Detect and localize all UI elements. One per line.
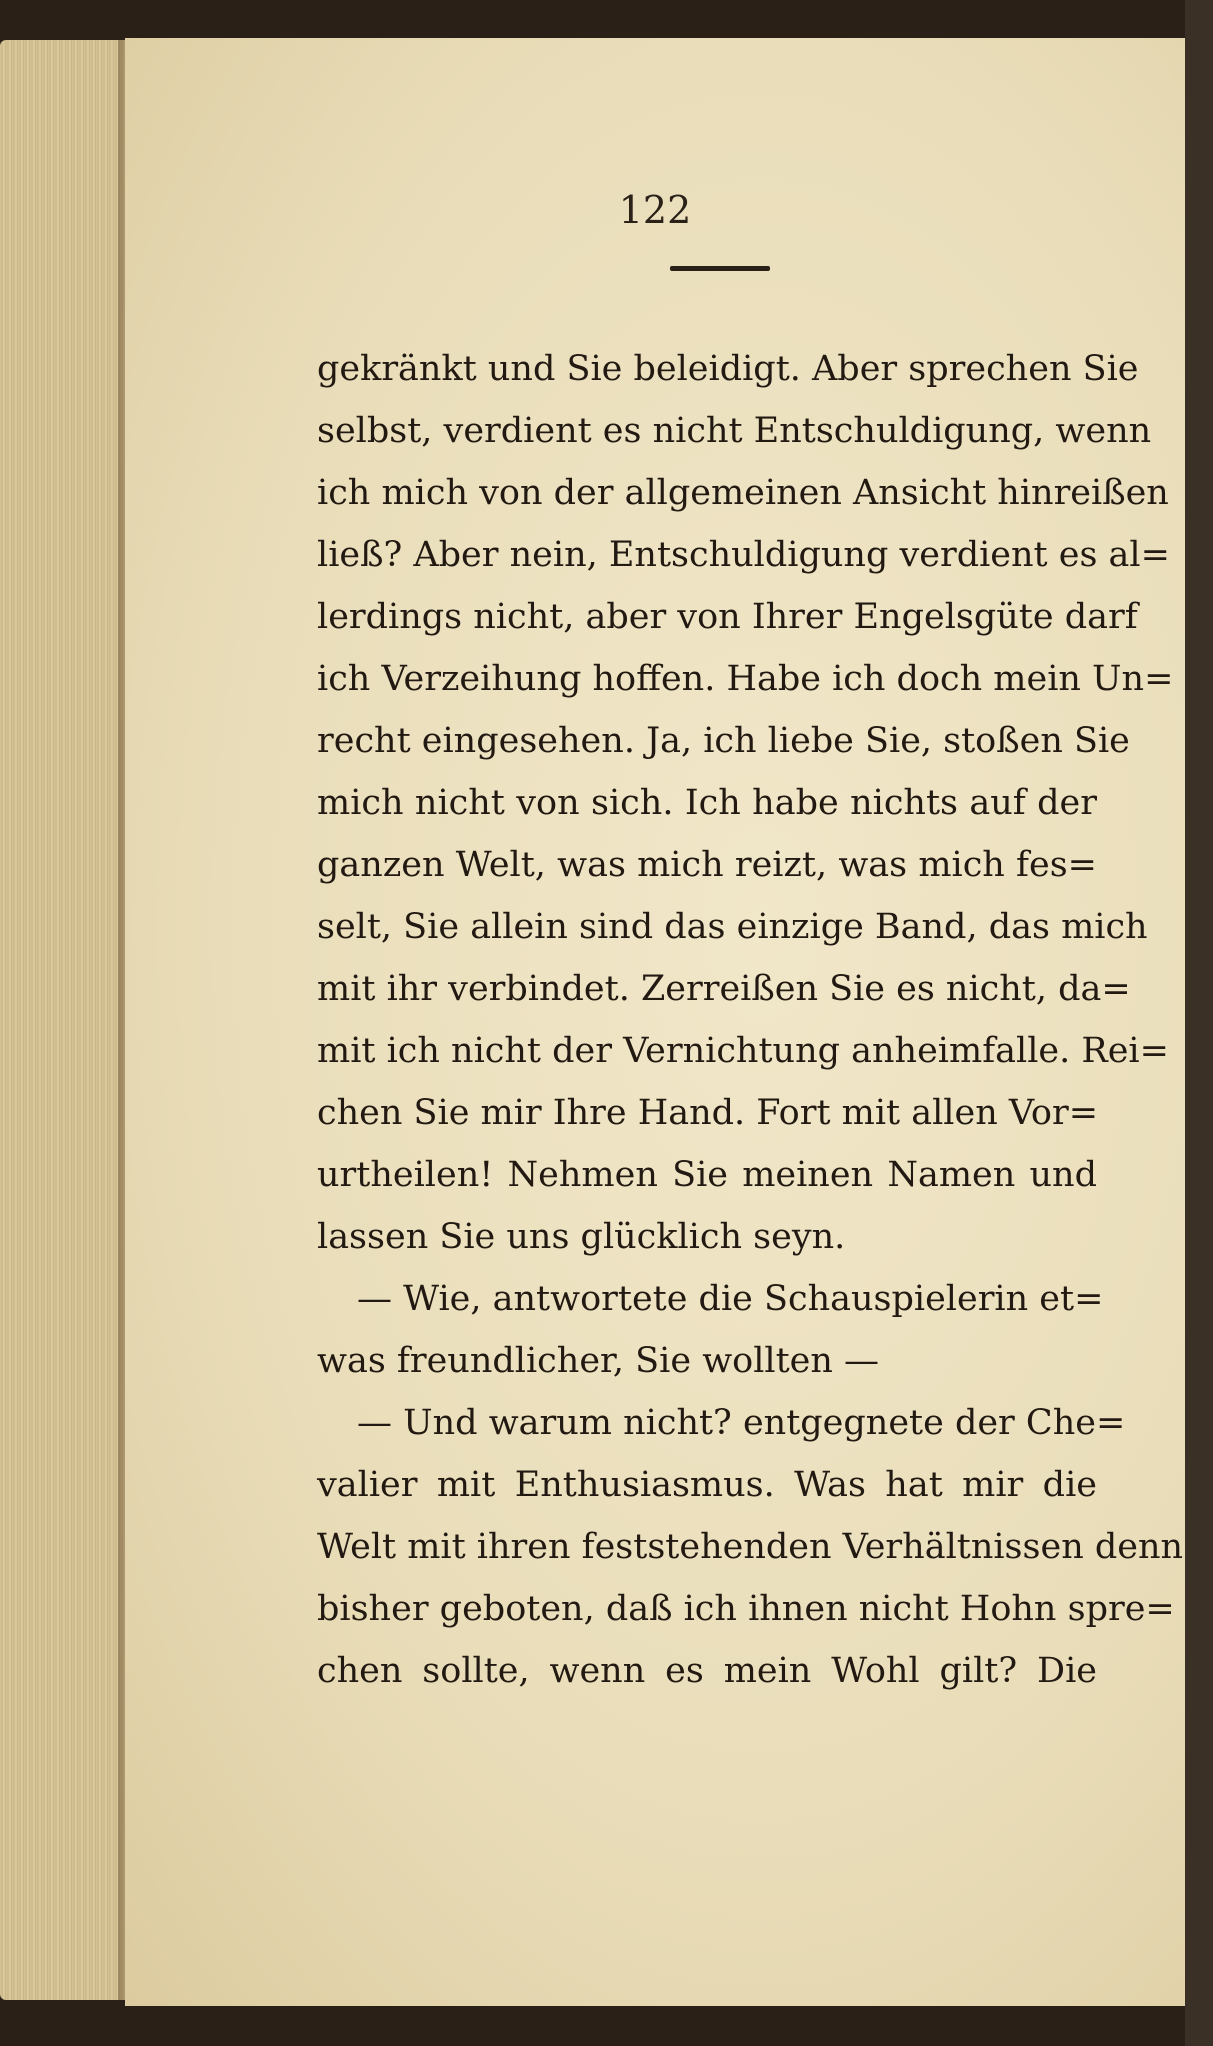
- body-text: [317, 338, 1184, 1702]
- text-line: chen Sie mir Ihre Hand. Fort mit allen Vor=: [317, 1093, 1099, 1133]
- text-line: mit ihr verbindet. Zerreißen Sie es nicht, da=: [317, 969, 1131, 1009]
- text-line: mit ich nicht der Vernichtung anheimfalle. Rei=: [317, 1031, 1169, 1071]
- text-line: ganzen Welt, was mich reizt, was mich fes=: [317, 845, 1097, 885]
- text-line: mich nicht von sich. Ich habe nichts auf der: [317, 783, 1097, 823]
- text-line: recht eingesehen. Ja, ich liebe Sie, stoßen Sie: [317, 721, 1130, 761]
- text-line: lerdings nicht, aber von Ihrer Engelsgüte darf: [317, 597, 1138, 637]
- text-line: selbst, verdient es nicht Entschuldigung, wenn: [317, 411, 1152, 451]
- text-line: was freundlicher, Sie wollten —: [317, 1341, 880, 1381]
- text-line: lassen Sie uns glücklich seyn.: [317, 1217, 846, 1257]
- text-line: selt, Sie allein sind das einzige Band, das mich: [317, 907, 1148, 947]
- text-line: — Und warum nicht? entgegnete der Che=: [357, 1403, 1126, 1443]
- page-sheet: [125, 38, 1185, 2006]
- text-line: ich mich von der allgemeinen Ansicht hinreißen: [317, 473, 1169, 513]
- text-line: Welt mit ihren feststehenden Verhältnissen denn: [317, 1527, 1184, 1567]
- book-page-edges: [0, 40, 135, 2000]
- text-line: bisher geboten, daß ich ihnen nicht Hohn spre=: [317, 1589, 1175, 1629]
- text-line: valier mit Enthusiasmus. Was hat mir die: [317, 1465, 1097, 1505]
- text-line: ließ? Aber nein, Entschuldigung verdient es al=: [317, 535, 1170, 575]
- text-line: — Wie, antwortete die Schauspielerin et=: [357, 1279, 1104, 1319]
- page-number: 122: [618, 188, 692, 232]
- text-line: chen sollte, wenn es mein Wohl gilt? Die: [317, 1651, 1097, 1691]
- header-rule: [670, 266, 770, 271]
- text-line: ich Verzeihung hoffen. Habe ich doch mein Un=: [317, 659, 1174, 699]
- text-line: urtheilen! Nehmen Sie meinen Namen und: [317, 1155, 1097, 1195]
- book-cover-edge: [1185, 0, 1213, 2046]
- text-line: gekränkt und Sie beleidigt. Aber sprechen Sie: [317, 349, 1139, 389]
